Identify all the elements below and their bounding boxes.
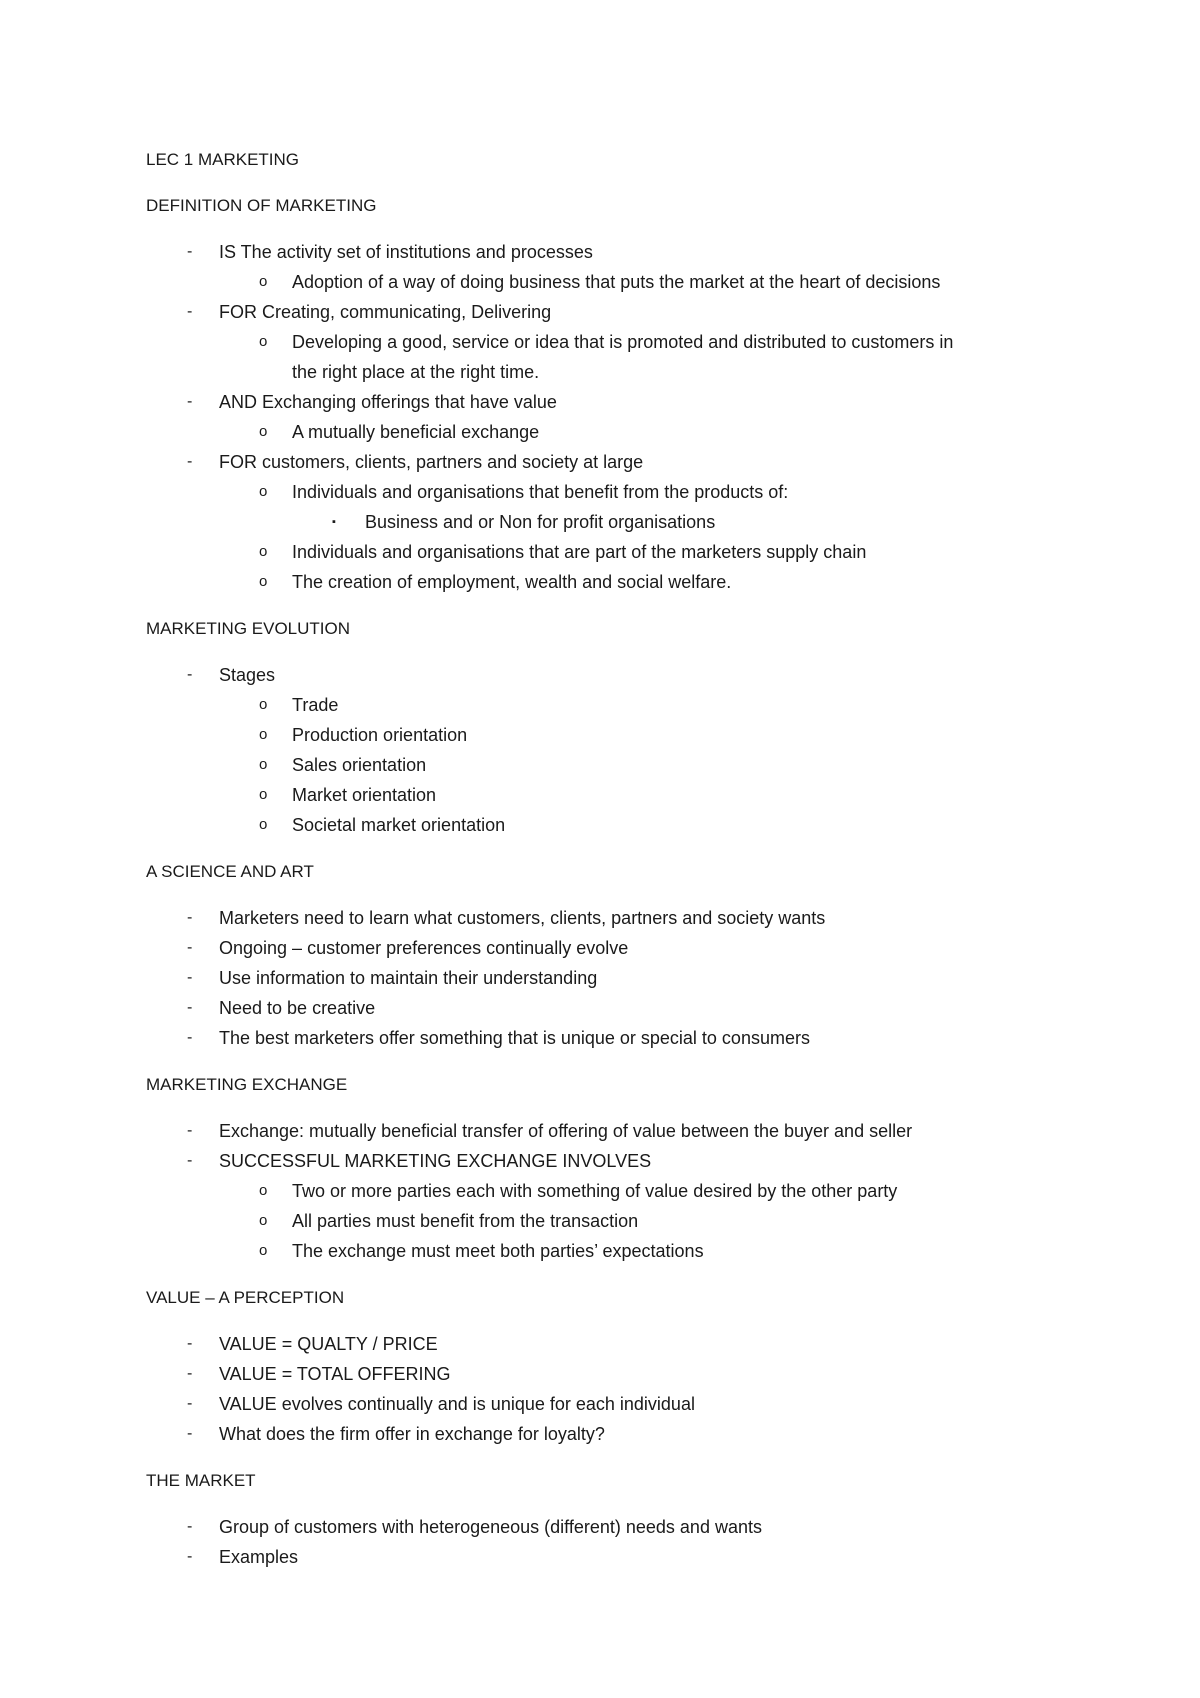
- list-item-text: Need to be creative: [219, 998, 376, 1018]
- sections-container: [146, 191, 1086, 1572]
- spacer: [146, 1100, 1086, 1116]
- dash-bullet-icon: -: [187, 1029, 193, 1046]
- list-item-level-1: [146, 1542, 1086, 1572]
- list-item-text: The exchange must meet both parties’ expectations: [292, 1241, 704, 1261]
- bullet-list: [146, 1116, 1086, 1266]
- section-heading: A SCIENCE AND ART: [146, 862, 314, 881]
- list-item-text: SUCCESSFUL MARKETING EXCHANGE INVOLVES: [219, 1151, 652, 1171]
- dash-bullet-icon: -: [187, 393, 193, 410]
- spacer: [146, 840, 1086, 857]
- circle-bullet-icon: o: [259, 423, 268, 440]
- list-item-level-3: [146, 507, 1086, 537]
- square-bullet-icon: ▪: [332, 516, 336, 528]
- list-item-level-1: [146, 447, 1086, 477]
- section-heading: MARKETING EVOLUTION: [146, 619, 351, 638]
- list-item-level-2: [146, 567, 1086, 597]
- spacer: [146, 1313, 1086, 1329]
- list-item-level-1: [146, 1512, 1086, 1542]
- list-item-text: VALUE = TOTAL OFFERING: [219, 1364, 451, 1384]
- circle-bullet-icon: o: [259, 273, 268, 290]
- dash-bullet-icon: -: [187, 453, 193, 470]
- list-item-level-2: [146, 720, 1086, 750]
- section-heading: DEFINITION OF MARKETING: [146, 196, 377, 215]
- dash-bullet-icon: -: [187, 1365, 193, 1382]
- dash-bullet-icon: -: [187, 243, 193, 260]
- list-item-level-2: [146, 1176, 1086, 1206]
- circle-bullet-icon: o: [259, 1242, 268, 1259]
- list-item-level-1: [146, 1359, 1086, 1389]
- list-item-text: Ongoing – customer preferences continually evolve: [219, 938, 629, 958]
- list-item-level-2: [146, 417, 1086, 447]
- bullet-list: [146, 1329, 1086, 1449]
- spacer: [146, 887, 1086, 903]
- list-item-text: The best marketers offer something that is unique or special to consumers: [219, 1028, 810, 1048]
- dash-bullet-icon: -: [187, 1152, 193, 1169]
- dash-bullet-icon: -: [187, 1122, 193, 1139]
- dash-bullet-icon: -: [187, 969, 193, 986]
- circle-bullet-icon: o: [259, 1212, 268, 1229]
- circle-bullet-icon: o: [259, 573, 268, 590]
- section: [146, 1283, 1086, 1466]
- section: [146, 857, 1086, 1070]
- list-item-level-2: [146, 267, 1086, 297]
- spacer: [146, 1496, 1086, 1512]
- dash-bullet-icon: -: [187, 999, 193, 1016]
- list-item-text: What does the firm offer in exchange for loyalty?: [219, 1424, 605, 1444]
- list-item-text: Group of customers with heterogeneous (different) needs and wants: [219, 1517, 762, 1537]
- list-item-text: VALUE = QUALTY / PRICE: [219, 1334, 438, 1354]
- list-item-text: All parties must benefit from the transaction: [292, 1211, 639, 1231]
- circle-bullet-icon: o: [259, 726, 268, 743]
- dash-bullet-icon: -: [187, 666, 193, 683]
- list-item-level-1: [146, 1389, 1086, 1419]
- spacer: [146, 1266, 1086, 1283]
- list-item-level-1: [146, 1329, 1086, 1359]
- list-item-level-2: [146, 477, 1086, 507]
- list-item-level-1: [146, 903, 1086, 933]
- list-item-text: Examples: [219, 1547, 299, 1567]
- spacer: [146, 644, 1086, 660]
- list-item-text: Business and or Non for profit organisations: [365, 512, 716, 532]
- list-item-level-2: [146, 1236, 1086, 1266]
- list-item-text: the right place at the right time.: [292, 362, 540, 382]
- list-item-text: Market orientation: [292, 785, 437, 805]
- list-item-text: VALUE evolves continually and is unique for each individual: [219, 1394, 695, 1414]
- section: [146, 1466, 1086, 1572]
- document-body: [146, 145, 1086, 1572]
- circle-bullet-icon: o: [259, 483, 268, 500]
- list-item-text: IS The activity set of institutions and processes: [219, 242, 593, 262]
- dash-bullet-icon: -: [187, 1395, 193, 1412]
- list-item-level-2: [146, 750, 1086, 780]
- list-item-text: Stages: [219, 665, 276, 685]
- spacer: [146, 1053, 1086, 1070]
- list-item-text: Individuals and organisations that benefit from the products of:: [292, 482, 789, 502]
- list-item-text: Individuals and organisations that are part of the marketers supply chain: [292, 542, 867, 562]
- list-item-level-1: [146, 237, 1086, 267]
- list-item-level-1: [146, 660, 1086, 690]
- dash-bullet-icon: -: [187, 1548, 193, 1565]
- bullet-list: [146, 660, 1086, 840]
- circle-bullet-icon: o: [259, 696, 268, 713]
- dash-bullet-icon: -: [187, 909, 193, 926]
- list-item-text: Exchange: mutually beneficial transfer of offering of value between the buyer and seller: [219, 1121, 913, 1141]
- bullet-list: [146, 237, 1086, 597]
- list-item-level-1: [146, 1023, 1086, 1053]
- dash-bullet-icon: -: [187, 939, 193, 956]
- section: [146, 614, 1086, 857]
- dash-bullet-icon: -: [187, 303, 193, 320]
- spacer: [146, 221, 1086, 237]
- list-item-text: Two or more parties each with something of value desired by the other party: [292, 1181, 898, 1201]
- dash-bullet-icon: -: [187, 1518, 193, 1535]
- list-item-text: The creation of employment, wealth and social welfare.: [292, 572, 732, 592]
- circle-bullet-icon: o: [259, 756, 268, 773]
- section: [146, 191, 1086, 614]
- list-item-level-1: [146, 993, 1086, 1023]
- list-item-level-1: [146, 1419, 1086, 1449]
- section-heading: MARKETING EXCHANGE: [146, 1075, 348, 1094]
- list-item-text: Societal market orientation: [292, 815, 506, 835]
- list-item-level-1: [146, 933, 1086, 963]
- spacer: [146, 1449, 1086, 1466]
- list-item-level-2: [146, 780, 1086, 810]
- list-item-level-1: [146, 387, 1086, 417]
- list-item-text: FOR customers, clients, partners and society at large: [219, 452, 644, 472]
- section: [146, 1070, 1086, 1283]
- list-item-text: A mutually beneficial exchange: [292, 422, 540, 442]
- dash-bullet-icon: -: [187, 1335, 193, 1352]
- bullet-list: [146, 903, 1086, 1053]
- circle-bullet-icon: o: [259, 543, 268, 560]
- bullet-list: [146, 1512, 1086, 1572]
- list-item-text: FOR Creating, communicating, Delivering: [219, 302, 552, 322]
- circle-bullet-icon: o: [259, 816, 268, 833]
- dash-bullet-icon: -: [187, 1425, 193, 1442]
- list-item-text: Sales orientation: [292, 755, 427, 775]
- section-heading: THE MARKET: [146, 1471, 256, 1490]
- list-item-text: Trade: [292, 695, 339, 715]
- list-item-level-2: [146, 810, 1086, 840]
- list-item-level-2: [146, 357, 1086, 387]
- list-item-text: Marketers need to learn what customers, clients, partners and society wants: [219, 908, 826, 928]
- list-item-text: Production orientation: [292, 725, 468, 745]
- list-item-level-2: [146, 690, 1086, 720]
- circle-bullet-icon: o: [259, 786, 268, 803]
- list-item-text: Use information to maintain their understanding: [219, 968, 598, 988]
- circle-bullet-icon: o: [259, 1182, 268, 1199]
- list-item-level-2: [146, 537, 1086, 567]
- list-item-level-2: [146, 327, 1086, 357]
- list-item-level-1: [146, 1146, 1086, 1176]
- list-item-text: Developing a good, service or idea that is promoted and distributed to customers in: [292, 332, 954, 352]
- circle-bullet-icon: o: [259, 333, 268, 350]
- spacer: [146, 175, 1086, 191]
- section-heading: VALUE – A PERCEPTION: [146, 1288, 345, 1307]
- list-item-text: AND Exchanging offerings that have value: [219, 392, 557, 412]
- page-title: LEC 1 MARKETING: [146, 150, 300, 169]
- list-item-level-1: [146, 1116, 1086, 1146]
- list-item-level-1: [146, 963, 1086, 993]
- spacer: [146, 597, 1086, 614]
- list-item-text: Adoption of a way of doing business that puts the market at the heart of decisions: [292, 272, 941, 292]
- list-item-level-1: [146, 297, 1086, 327]
- list-item-level-2: [146, 1206, 1086, 1236]
